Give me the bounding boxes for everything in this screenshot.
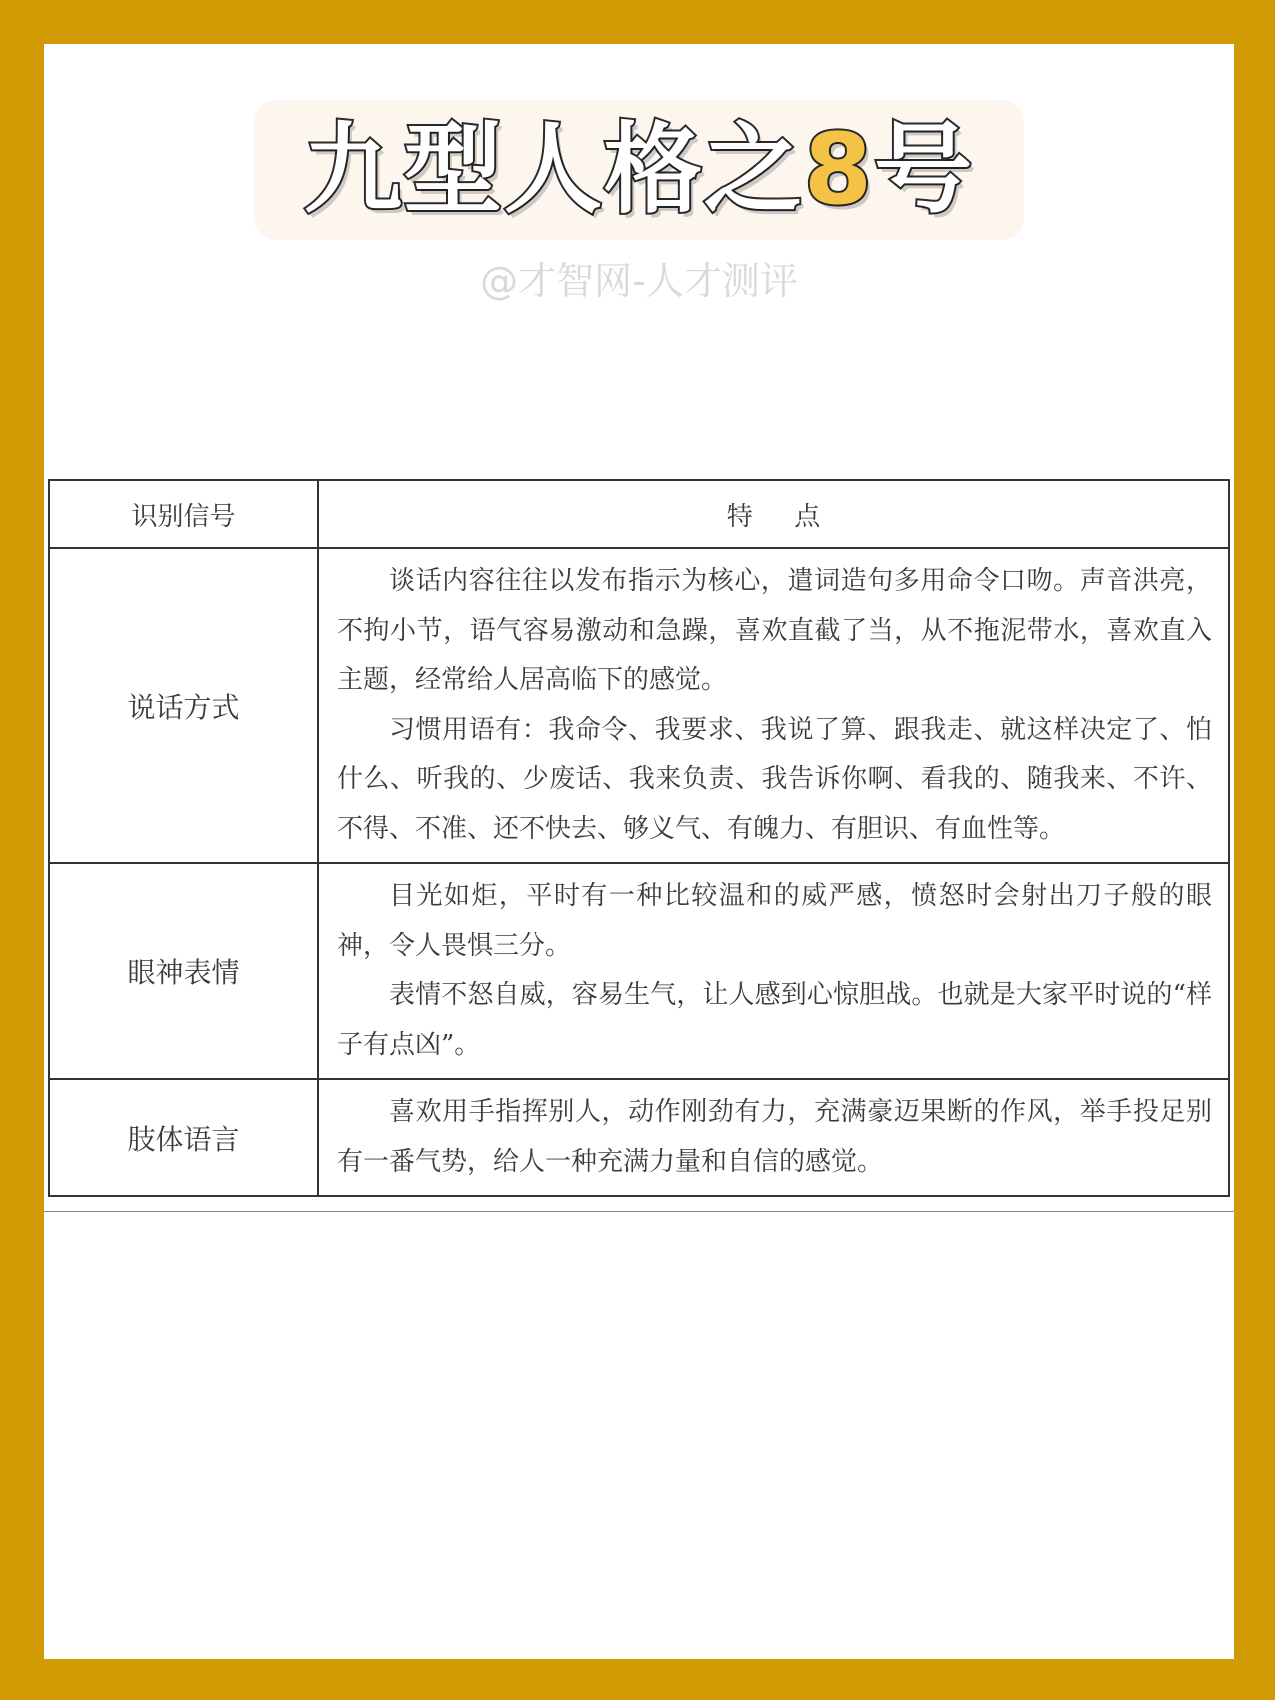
watermark: @才智网-人才测评 [480, 259, 798, 303]
page-title [303, 113, 975, 227]
title-number: 8 [803, 113, 875, 227]
row-description [318, 548, 1229, 863]
table-row [49, 863, 1229, 1079]
divider [44, 1211, 1234, 1212]
title-suffix: 号 [874, 113, 975, 227]
row-description [318, 1079, 1229, 1196]
table-row [49, 1079, 1229, 1196]
description-paragraph: 喜欢用手指挥别人，动作刚劲有力，充满豪迈果断的作风，举手投足别有一番气势，给人一种充满力量和自信的感觉。 [337, 1097, 1212, 1177]
header-signal: 识别信号 [49, 480, 318, 548]
header-feature [318, 480, 1229, 548]
description-paragraph: 习惯用语有：我命令、我要求、我说了算、跟我走、就这样决定了、怕什么、听我的、少废话、我来负责、我告诉你啊、看我的、随我来、不许、不得、不准、还不快去、够义气、有魄力、有胆识、有血性等。 [337, 714, 1212, 844]
title-prefix: 九型人格之 [303, 113, 804, 227]
description-paragraph: 目光如炬，平时有一种比较温和的威严感，愤怒时会射出刀子般的眼神，令人畏惧三分。 [337, 881, 1212, 961]
description-paragraph: 表情不怒自威，容易生气，让人感到心惊胆战。也就是大家平时说的“样子有点凶”。 [337, 980, 1212, 1060]
row-description [318, 863, 1229, 1079]
table-header-row [49, 480, 1229, 548]
row-label: 说话方式 [49, 548, 318, 863]
description-paragraph: 谈话内容往往以发布指示为核心，遣词造句多用命令口吻。声音洪亮，不拘小节，语气容易激动和急躁，喜欢直截了当，从不拖泥带水，喜欢直入主题，经常给人居高临下的感觉。 [337, 566, 1212, 695]
row-label: 肢体语言 [49, 1079, 318, 1196]
header-feature-text: 特点 [726, 501, 862, 532]
signal-table [48, 479, 1230, 1197]
title-banner [254, 100, 1024, 240]
page [44, 44, 1234, 1659]
table-row [49, 548, 1229, 863]
row-label: 眼神表情 [49, 863, 318, 1079]
